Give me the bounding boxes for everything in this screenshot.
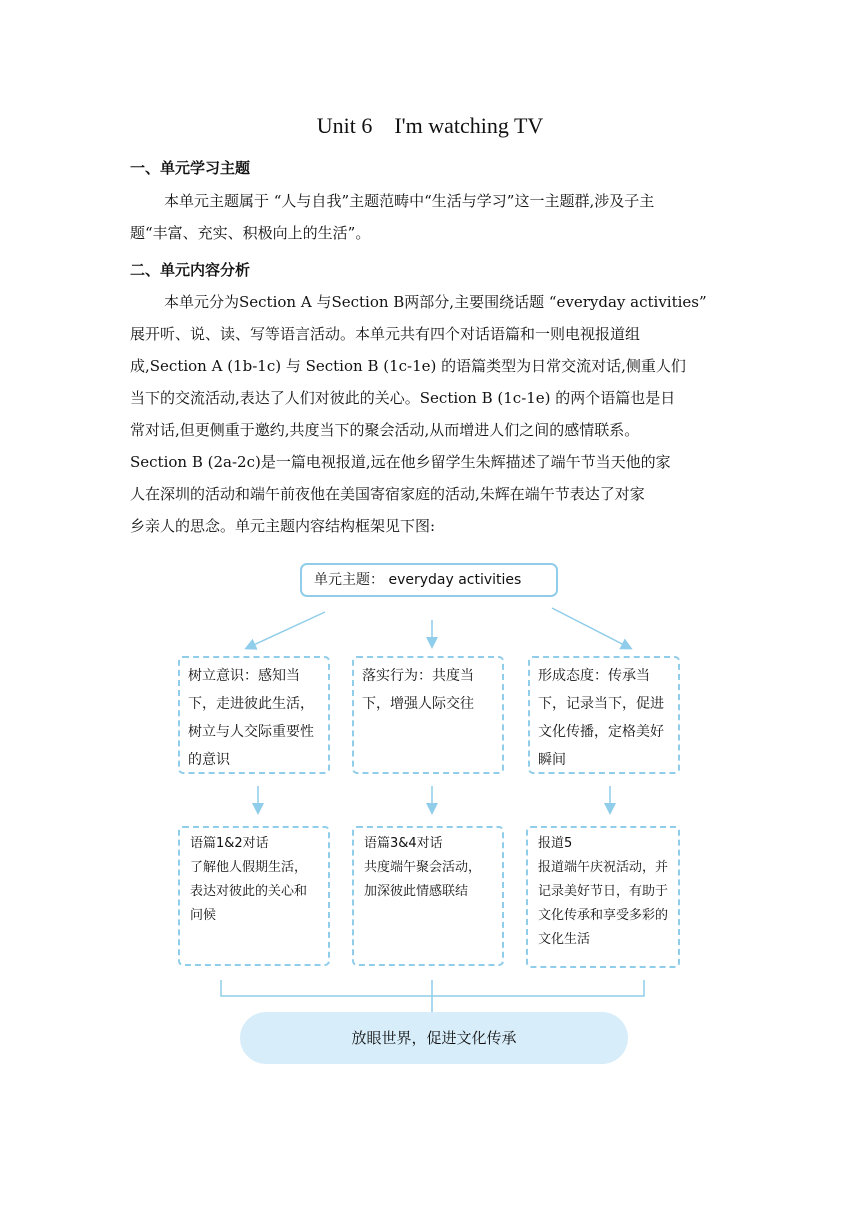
level2-body: 报道端午庆祝活动，并记录美好节日，有助于文化传承和享受多彩的文化生活 <box>538 860 669 947</box>
level2-box-report-5 <box>526 826 680 968</box>
section-text-theme: 本单元主题属于 “人与自我”主题范畴中“生活与学习”这一主题群,涉及子主 题“丰富、充实、积极向上的生活”。 <box>130 192 655 242</box>
bottom-summary-pill: 放眼世界，促进文化传承 <box>240 1012 628 1064</box>
unit-theme-box: 单元主题： everyday activities <box>300 563 558 597</box>
arrow-left <box>247 612 325 648</box>
section-text-analysis: 本单元分为Section A 与Section B两部分,主要围绕话题 “everyday activities” 展开听、说、读、写等语言活动。本单元共有四个对话语篇和一则电视报道组 成,Section A (1b-1c) 与 Section B (1c-1e) 的语篇类型为日常交流对话,侧重人们 当下的交流活动,表达了人们对彼此的关心。Section B (1c-1e) 的两个语篇也是日 常对话,但更侧重于邀约,共度当下的聚会活动,从而增进人们之间的感情联系。 Section B (2a-2c)是一篇电视报道,远在他乡留学生朱辉描述了端午节当天他的家 人在深圳的活动和端午前夜他在美国寄宿家庭的活动,朱辉在端午节表达了对家 乡亲人的思念。单元主题内容结构框架见下图: <box>130 293 707 535</box>
level2-box-dialogue-3-4 <box>352 826 504 966</box>
page-title: Unit 6 I'm watching TV <box>316 113 544 138</box>
level2-head: 语篇3&4对话 <box>364 836 443 851</box>
level2-head: 报道5 <box>538 836 573 851</box>
level2-box-dialogue-1-2 <box>178 826 330 966</box>
arrow-right <box>552 608 630 648</box>
level2-head: 语篇1&2对话 <box>190 836 269 851</box>
level1-box-action: 落实行为：共度当下，增强人际交往 <box>352 656 504 774</box>
level2-body: 共度端午聚会活动，加深彼此情感联结 <box>364 860 482 899</box>
level1-box-awareness: 树立意识：感知当下，走进彼此生活，树立与人交际重要性的意识 <box>178 656 330 774</box>
section-heading-theme: 一、单元学习主题 <box>130 159 251 177</box>
level2-body: 了解他人假期生活，表达对彼此的关心和问候 <box>190 860 308 923</box>
section-heading-analysis: 二、单元内容分析 <box>130 261 251 279</box>
level1-box-attitude: 形成态度：传承当下，记录当下，促进文化传播，定格美好瞬间 <box>528 656 680 774</box>
